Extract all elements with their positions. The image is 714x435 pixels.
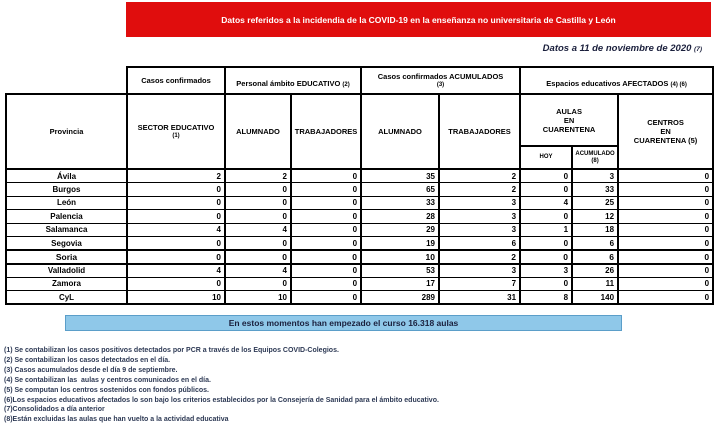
col-sector-educativo: SECTOR EDUCATIVO (1) xyxy=(127,94,225,169)
value-cell: 0 xyxy=(127,250,225,264)
header-group-row xyxy=(6,67,713,94)
value-cell: 0 xyxy=(618,264,713,278)
value-cell: 0 xyxy=(291,183,361,197)
value-cell: 0 xyxy=(291,291,361,305)
group-personal-educativo: Personal ámbito EDUCATIVO (2) xyxy=(225,67,361,94)
value-cell: 7 xyxy=(439,277,520,291)
value-cell: 0 xyxy=(225,237,291,251)
group-casos-confirmados: Casos confirmados xyxy=(127,67,225,94)
footnote-line: (5) Se computan los centros sostenidos con fondos públicos. xyxy=(4,386,209,394)
value-cell: 0 xyxy=(291,196,361,210)
table-row xyxy=(6,210,713,224)
value-cell: 0 xyxy=(225,250,291,264)
value-cell: 0 xyxy=(520,183,572,197)
date-line xyxy=(543,43,702,54)
value-cell: 8 xyxy=(520,291,572,305)
col-centros-en-cuarentena: CENTROS EN CUARENTENA (5) xyxy=(618,94,713,169)
footnote-line: (8)Están excluidas las aulas que han vuelto a la actividad educativa xyxy=(4,416,229,424)
value-cell: 0 xyxy=(291,277,361,291)
date-text: Datos a 11 de noviembre de 2020 xyxy=(542,43,692,54)
value-cell: 289 xyxy=(361,291,439,305)
col-trabajadores-acumulado: TRABAJADORES xyxy=(439,94,520,169)
value-cell: 31 xyxy=(439,291,520,305)
value-cell: 0 xyxy=(520,210,572,224)
group-espacios-afectados: Espacios educativos AFECTADOS (4) (6) xyxy=(520,67,713,94)
province-cell: Burgos xyxy=(6,183,127,197)
value-cell: 0 xyxy=(618,250,713,264)
notice-bar xyxy=(65,315,622,331)
value-cell: 6 xyxy=(572,237,618,251)
group-personal-note: (2) xyxy=(342,82,350,88)
footnote-line: (7)Consolidados a día anterior xyxy=(4,406,105,414)
value-cell: 0 xyxy=(291,237,361,251)
value-cell: 3 xyxy=(439,210,520,224)
header-column-row xyxy=(6,94,713,146)
col-provincia: Provincia xyxy=(6,94,127,169)
province-cell: Segovia xyxy=(6,237,127,251)
province-cell: Salamanca xyxy=(6,223,127,237)
value-cell: 3 xyxy=(439,223,520,237)
col-aulas-en-cuarentena: AULAS EN CUARENTENA xyxy=(520,94,618,146)
province-cell: Soria xyxy=(6,250,127,264)
col-alumnado-diario: ALUMNADO xyxy=(225,94,291,169)
col-hoy: HOY xyxy=(520,146,572,169)
footnote-line: (2) Se contabilizan los casos detectados en el día. xyxy=(4,356,171,364)
title-banner xyxy=(126,2,711,37)
value-cell: 0 xyxy=(127,183,225,197)
value-cell: 53 xyxy=(361,264,439,278)
value-cell: 35 xyxy=(361,169,439,183)
value-cell: 3 xyxy=(572,169,618,183)
value-cell: 0 xyxy=(291,210,361,224)
value-cell: 0 xyxy=(291,223,361,237)
value-cell: 0 xyxy=(127,210,225,224)
table-row xyxy=(6,277,713,291)
value-cell: 25 xyxy=(572,196,618,210)
table-row xyxy=(6,223,713,237)
value-cell: 0 xyxy=(618,277,713,291)
value-cell: 0 xyxy=(291,264,361,278)
value-cell: 4 xyxy=(127,264,225,278)
value-cell: 140 xyxy=(572,291,618,305)
table-row xyxy=(6,183,713,197)
value-cell: 12 xyxy=(572,210,618,224)
table-row xyxy=(6,291,713,305)
title-text: Datos referidos a la incidendia de la COVID-19 en la enseñanza no universitaria de Castilla y León xyxy=(221,14,616,25)
value-cell: 0 xyxy=(618,237,713,251)
col-sector-note: (1) xyxy=(172,132,180,139)
value-cell: 28 xyxy=(361,210,439,224)
value-cell: 10 xyxy=(225,291,291,305)
value-cell: 18 xyxy=(572,223,618,237)
value-cell: 2 xyxy=(127,169,225,183)
value-cell: 0 xyxy=(618,183,713,197)
province-cell: Palencia xyxy=(6,210,127,224)
value-cell: 10 xyxy=(127,291,225,305)
value-cell: 6 xyxy=(572,250,618,264)
table-row xyxy=(6,196,713,210)
value-cell: 0 xyxy=(291,169,361,183)
value-cell: 0 xyxy=(520,250,572,264)
group-casos-acumulados: Casos confirmados ACUMULADOS (3) xyxy=(361,67,520,94)
empty-corner-cell xyxy=(6,67,127,94)
value-cell: 3 xyxy=(439,196,520,210)
value-cell: 0 xyxy=(225,210,291,224)
footnote-line: (4) Se contabilizan las aulas y centros comunicados en el día. xyxy=(4,376,211,384)
value-cell: 0 xyxy=(520,169,572,183)
value-cell: 0 xyxy=(618,210,713,224)
province-cell: Ávila xyxy=(6,169,127,183)
value-cell: 0 xyxy=(225,196,291,210)
value-cell: 19 xyxy=(361,237,439,251)
value-cell: 33 xyxy=(572,183,618,197)
value-cell: 0 xyxy=(225,277,291,291)
footnote-line: (3) Casos acumulados desde el día 9 de septiembre. xyxy=(4,366,178,374)
value-cell: 0 xyxy=(127,277,225,291)
value-cell: 0 xyxy=(520,277,572,291)
date-footnote-ref: (7) xyxy=(694,46,702,53)
value-cell: 0 xyxy=(127,196,225,210)
value-cell: 0 xyxy=(618,291,713,305)
value-cell: 2 xyxy=(225,169,291,183)
province-cell: León xyxy=(6,196,127,210)
value-cell: 2 xyxy=(439,250,520,264)
table-row xyxy=(6,264,713,278)
value-cell: 0 xyxy=(127,237,225,251)
table-row xyxy=(6,237,713,251)
value-cell: 0 xyxy=(520,237,572,251)
value-cell: 26 xyxy=(572,264,618,278)
value-cell: 1 xyxy=(520,223,572,237)
value-cell: 17 xyxy=(361,277,439,291)
value-cell: 4 xyxy=(225,264,291,278)
value-cell: 0 xyxy=(291,250,361,264)
value-cell: 6 xyxy=(439,237,520,251)
province-cell: CyL xyxy=(6,291,127,305)
col-alumnado-acumulado: ALUMNADO xyxy=(361,94,439,169)
value-cell: 65 xyxy=(361,183,439,197)
province-cell: Zamora xyxy=(6,277,127,291)
value-cell: 0 xyxy=(618,196,713,210)
value-cell: 3 xyxy=(439,264,520,278)
covid-education-table xyxy=(5,66,714,305)
col-acumulado: ACUMULADO(8) xyxy=(572,146,618,169)
value-cell: 3 xyxy=(520,264,572,278)
value-cell: 33 xyxy=(361,196,439,210)
province-cell: Valladolid xyxy=(6,264,127,278)
value-cell: 11 xyxy=(572,277,618,291)
footnote-line: (1) Se contabilizan los casos positivos detectados por PCR a través de los Equipos COVID-Colegios. xyxy=(4,347,339,354)
value-cell: 10 xyxy=(361,250,439,264)
value-cell: 29 xyxy=(361,223,439,237)
value-cell: 0 xyxy=(618,223,713,237)
table-row xyxy=(6,250,713,264)
value-cell: 4 xyxy=(127,223,225,237)
notice-text: En estos momentos han empezado el curso 16.318 aulas xyxy=(228,318,459,328)
group-acumulados-note: (3) xyxy=(436,81,445,88)
table-row xyxy=(6,169,713,183)
group-espacios-note: (4) (6) xyxy=(670,82,687,88)
value-cell: 4 xyxy=(225,223,291,237)
value-cell: 2 xyxy=(439,169,520,183)
footnote-line: (6)Los espacios educativos afectados lo son bajo los criterios establecidos por la Consejería de Sanidad para el ámbito educativo. xyxy=(4,396,439,404)
value-cell: 0 xyxy=(225,183,291,197)
footnotes xyxy=(4,346,439,425)
value-cell: 2 xyxy=(439,183,520,197)
value-cell: 4 xyxy=(520,196,572,210)
value-cell: 0 xyxy=(618,169,713,183)
col-trabajadores-diario: TRABAJADORES xyxy=(291,94,361,169)
